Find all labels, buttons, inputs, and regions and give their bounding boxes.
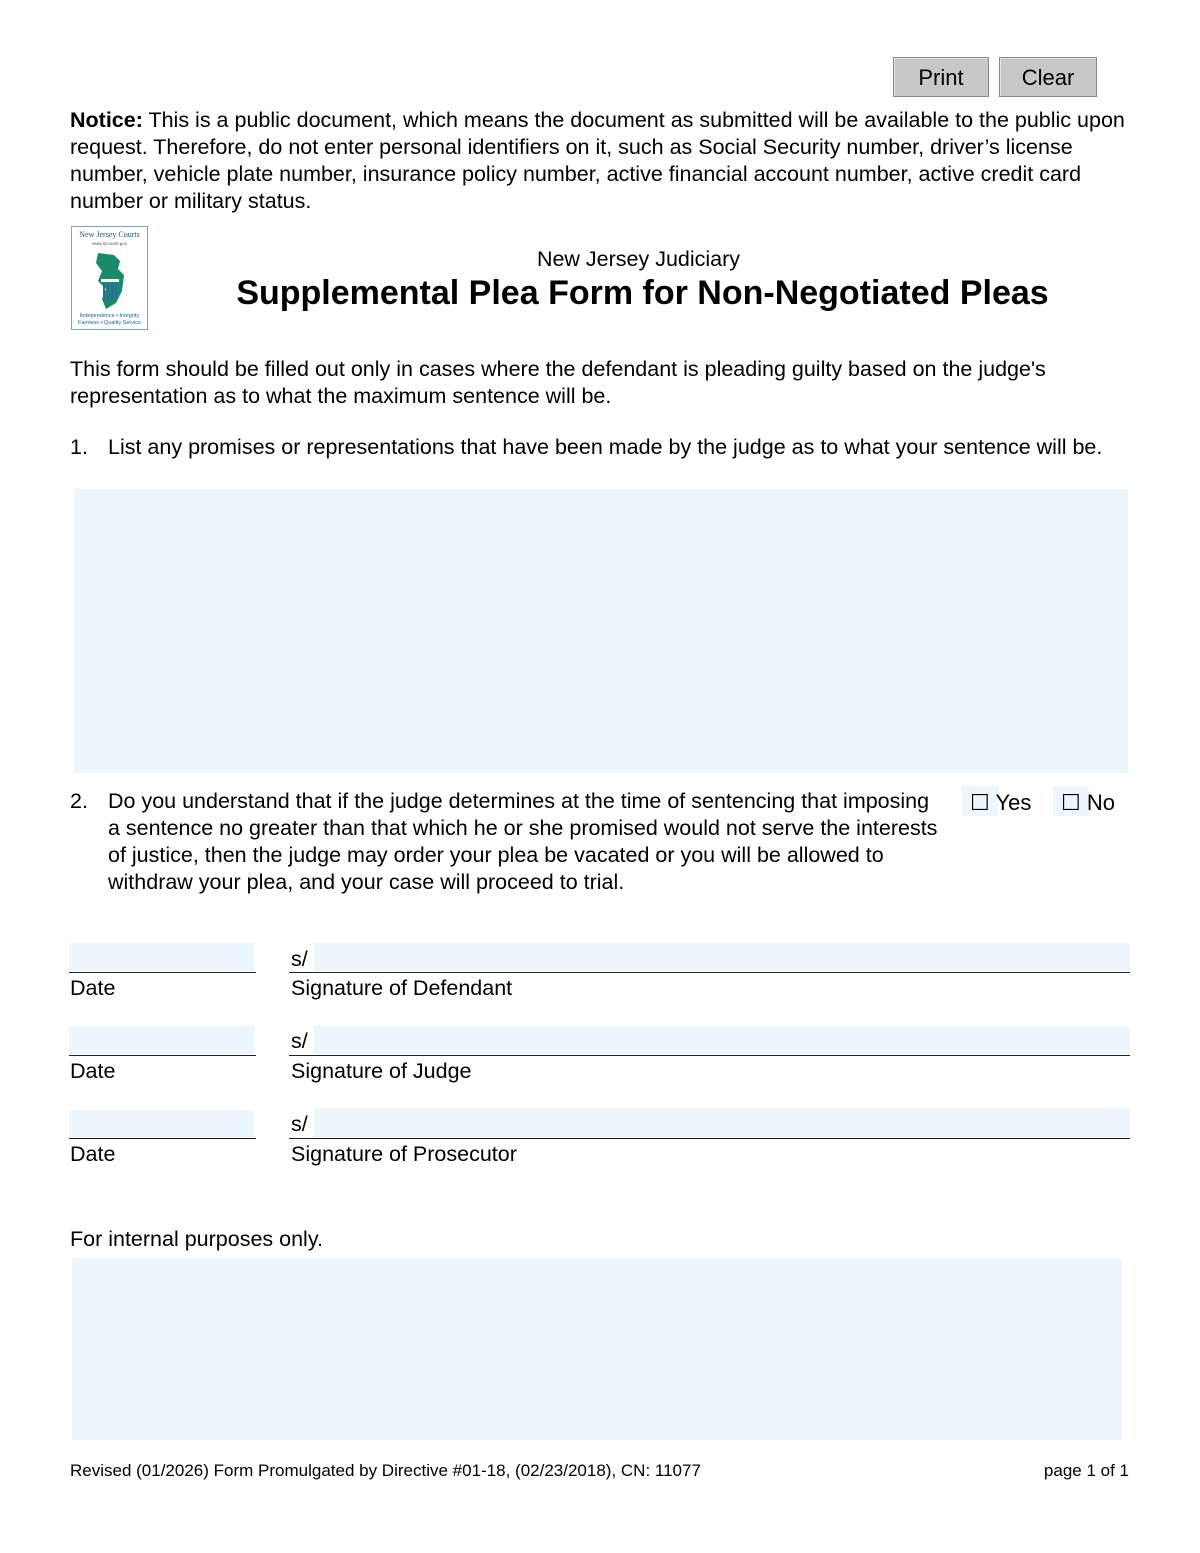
signature-prefix: s/ bbox=[291, 1029, 308, 1053]
public-notice bbox=[70, 107, 1130, 215]
no-label: No bbox=[1086, 790, 1115, 815]
checkbox-icon: ☐ bbox=[1061, 790, 1081, 815]
clear-button[interactable]: Clear bbox=[999, 57, 1097, 97]
judge-date-field[interactable] bbox=[69, 1026, 254, 1054]
question-1-answer-field[interactable] bbox=[74, 489, 1128, 773]
question-2-text: Do you understand that if the judge determines at the time of sentencing that imposing a sentence no greater than that which he or she promised would not serve the interests of justice, then the judge may order your plea be vacated or you will be allowed to withdraw your plea, and your case will proceed to trial. bbox=[108, 789, 938, 894]
date-label: Date bbox=[70, 1142, 116, 1166]
prosecutor-date-field[interactable] bbox=[69, 1110, 254, 1137]
logo-tagline-1: Independence • Integrity bbox=[79, 313, 140, 319]
question-1-text: List any promises or representations that have been made by the judge as to what your sentence will be. bbox=[108, 435, 1103, 459]
date-underline bbox=[69, 1138, 256, 1139]
internal-purposes-field[interactable] bbox=[72, 1258, 1122, 1440]
date-underline bbox=[69, 1055, 256, 1056]
prosecutor-signature-label: Signature of Prosecutor bbox=[291, 1142, 517, 1166]
notice-label: Notice: bbox=[70, 108, 143, 132]
logo-tagline-2: Fairness • Quality Service bbox=[77, 320, 142, 326]
logo-url: www.njcourts.gov bbox=[91, 241, 127, 246]
no-checkbox[interactable] bbox=[1061, 790, 1115, 816]
yes-checkbox[interactable] bbox=[970, 790, 1031, 816]
print-button[interactable]: Print bbox=[893, 57, 989, 97]
prosecutor-signature-field[interactable] bbox=[314, 1108, 1130, 1137]
signature-underline bbox=[289, 972, 1130, 973]
signature-underline bbox=[289, 1138, 1130, 1139]
notice-text: This is a public document, which means the document as submitted will be available to the public upon request. Therefore, do not enter personal identifiers on it, such as Social Security number, driver’s license number, vehicle plate number, insurance policy number, active financial account number, active credit card number or military status. bbox=[70, 108, 1125, 213]
judge-signature-field[interactable] bbox=[314, 1026, 1130, 1054]
signature-prefix: s/ bbox=[291, 1112, 308, 1136]
defendant-date-field[interactable] bbox=[69, 943, 254, 971]
judge-signature-label: Signature of Judge bbox=[291, 1059, 472, 1083]
defendant-signature-field[interactable] bbox=[314, 943, 1130, 971]
date-underline bbox=[69, 972, 256, 973]
organization-name: New Jersey Judiciary bbox=[536, 247, 741, 271]
question-1-number: 1. bbox=[70, 435, 88, 459]
defendant-signature-label: Signature of Defendant bbox=[291, 976, 513, 1000]
date-label: Date bbox=[70, 976, 116, 1000]
yes-label: Yes bbox=[995, 790, 1032, 815]
checkbox-icon: ☐ bbox=[970, 790, 990, 815]
revision-footer: Revised (01/2026) Form Promulgated by Directive #01-18, (02/23/2018), CN: 11077 bbox=[70, 1461, 701, 1480]
intro-text: This form should be filled out only in cases where the defendant is pleading guilty based on the judge's representation as to what the maximum sentence will be. bbox=[70, 357, 1046, 408]
logo-name: New Jersey Courts bbox=[79, 230, 140, 239]
date-label: Date bbox=[70, 1059, 116, 1083]
internal-purposes-label: For internal purposes only. bbox=[70, 1227, 323, 1251]
logo-tagline bbox=[72, 313, 147, 327]
question-2-number: 2. bbox=[70, 789, 88, 813]
signature-underline bbox=[289, 1055, 1130, 1056]
signature-prefix: s/ bbox=[291, 947, 308, 971]
form-title: Supplemental Plea Form for Non-Negotiated Pleas bbox=[236, 274, 1049, 312]
page-number: page 1 of 1 bbox=[1043, 1461, 1129, 1480]
